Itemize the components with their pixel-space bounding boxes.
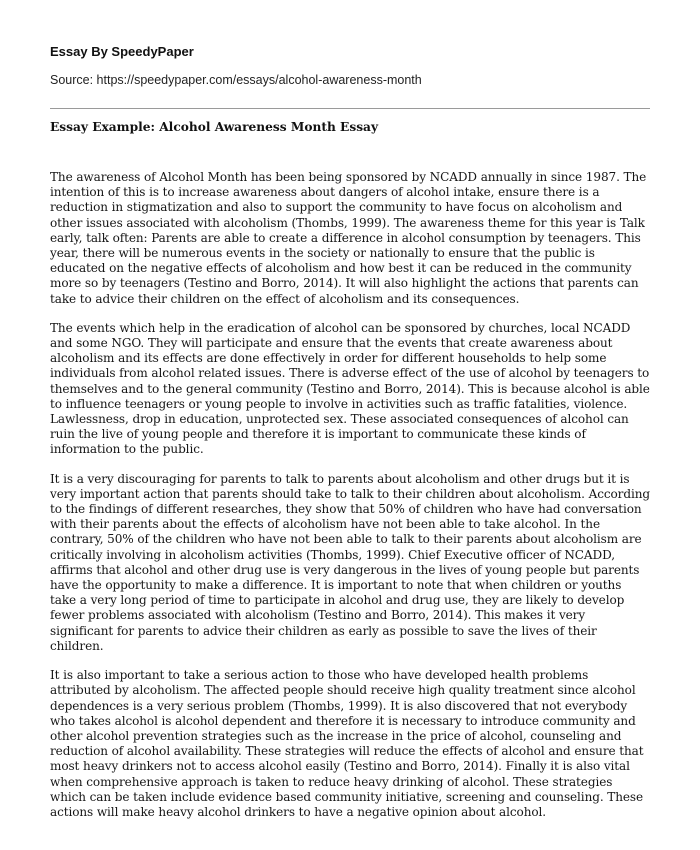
source-line[interactable]: Source: https://speedypaper.com/essays/alcohol-awareness-month — [50, 73, 422, 87]
document-title: Essay By SpeedyPaper — [50, 44, 194, 59]
essay-paragraph-1: The awareness of Alcohol Month has been being sponsored by NCADD annually in since 1987. The intention of this is to increase awareness about dangers of alcohol intake, ensure there is a reduction in stigmatization and also to support the community to have focus on alcoholism and other issues associated with alcoholism (Thombs, 1999). The awareness theme for this year is Talk early, talk often: Parents are able to create a difference in alcohol consumption by teenagers. This year, there will be numerous events in the society or nationally to ensure that the public is educated on the negative effects of alcoholism and how best it can be reduced in the community more so by teenagers (Testino and Borro, 2014). It will also highlight the actions that parents can take to advice their children on the effect of alcoholism and its consequences. — [50, 170, 647, 306]
essay-paragraph-4: It is also important to take a serious action to those who have developed health problems attributed by alcoholism. The affected people should receive high quality treatment since alcohol dependences is a very serious problem (Thombs, 1999). It is also discovered that not everybody who takes alcohol is alcohol dependent and therefore it is necessary to introduce community and other alcohol prevention strategies such as the increase in the price of alcohol, counseling and reduction of alcohol availability. These strategies will reduce the effects of alcohol and ensure that most heavy drinkers not to access alcohol easily (Testino and Borro, 2014). Finally it is also vital when comprehensive approach is taken to reduce heavy drinking of alcohol. These strategies which can be taken include evidence based community initiative, screening and counseling. These actions will make heavy alcohol drinkers to have a negative opinion about alcohol. — [50, 668, 644, 819]
essay-body — [50, 170, 650, 834]
essay-paragraph-3: It is a very discouraging for parents to talk to parents about alcoholism and other drugs but it is very important action that parents should take to talk to their children about alcoholism. According to the findings of different researches, they show that 50% of children who have had conversation with their parents about the effects of alcoholism have not been able to take alcohol. In the contrary, 50% of the children who have not been able to talk to their parents about alcoholism are critically involving in alcoholism activities (Thombs, 1999). Chief Executive officer of NCADD, affirms that alcohol and other drug use is very dangerous in the lives of young people but parents have the opportunity to make a difference. It is important to note that when children or youths take a very long period of time to participate in alcohol and drug use, they are likely to develop fewer problems associated with alcoholism (Testino and Borro, 2014). This makes it very significant for parents to advice their children as early as possible to save the lives of their children. — [50, 471, 650, 653]
essay-paragraph-2: The events which help in the eradication of alcohol can be sponsored by churches, local NCADD and some NGO. They will participate and ensure that the events that create awareness about alcoholism and its effects are done effectively in order for different households to help some individuals from alcohol related issues. There is adverse effect of the use of alcohol by teenagers to themselves and to the general community (Testino and Borro, 2014). This is because alcohol is able to influence teenagers or young people to involve in activities such as traffic fatalities, violence. Lawlessness, drop in education, unprotected sex. These associated consequences of alcohol can ruin the live of young people and therefore it is important to communicate these kinds of information to the public. — [50, 320, 650, 457]
essay-heading: Essay Example: Alcohol Awareness Month Essay — [50, 120, 379, 134]
header-divider — [50, 108, 650, 109]
